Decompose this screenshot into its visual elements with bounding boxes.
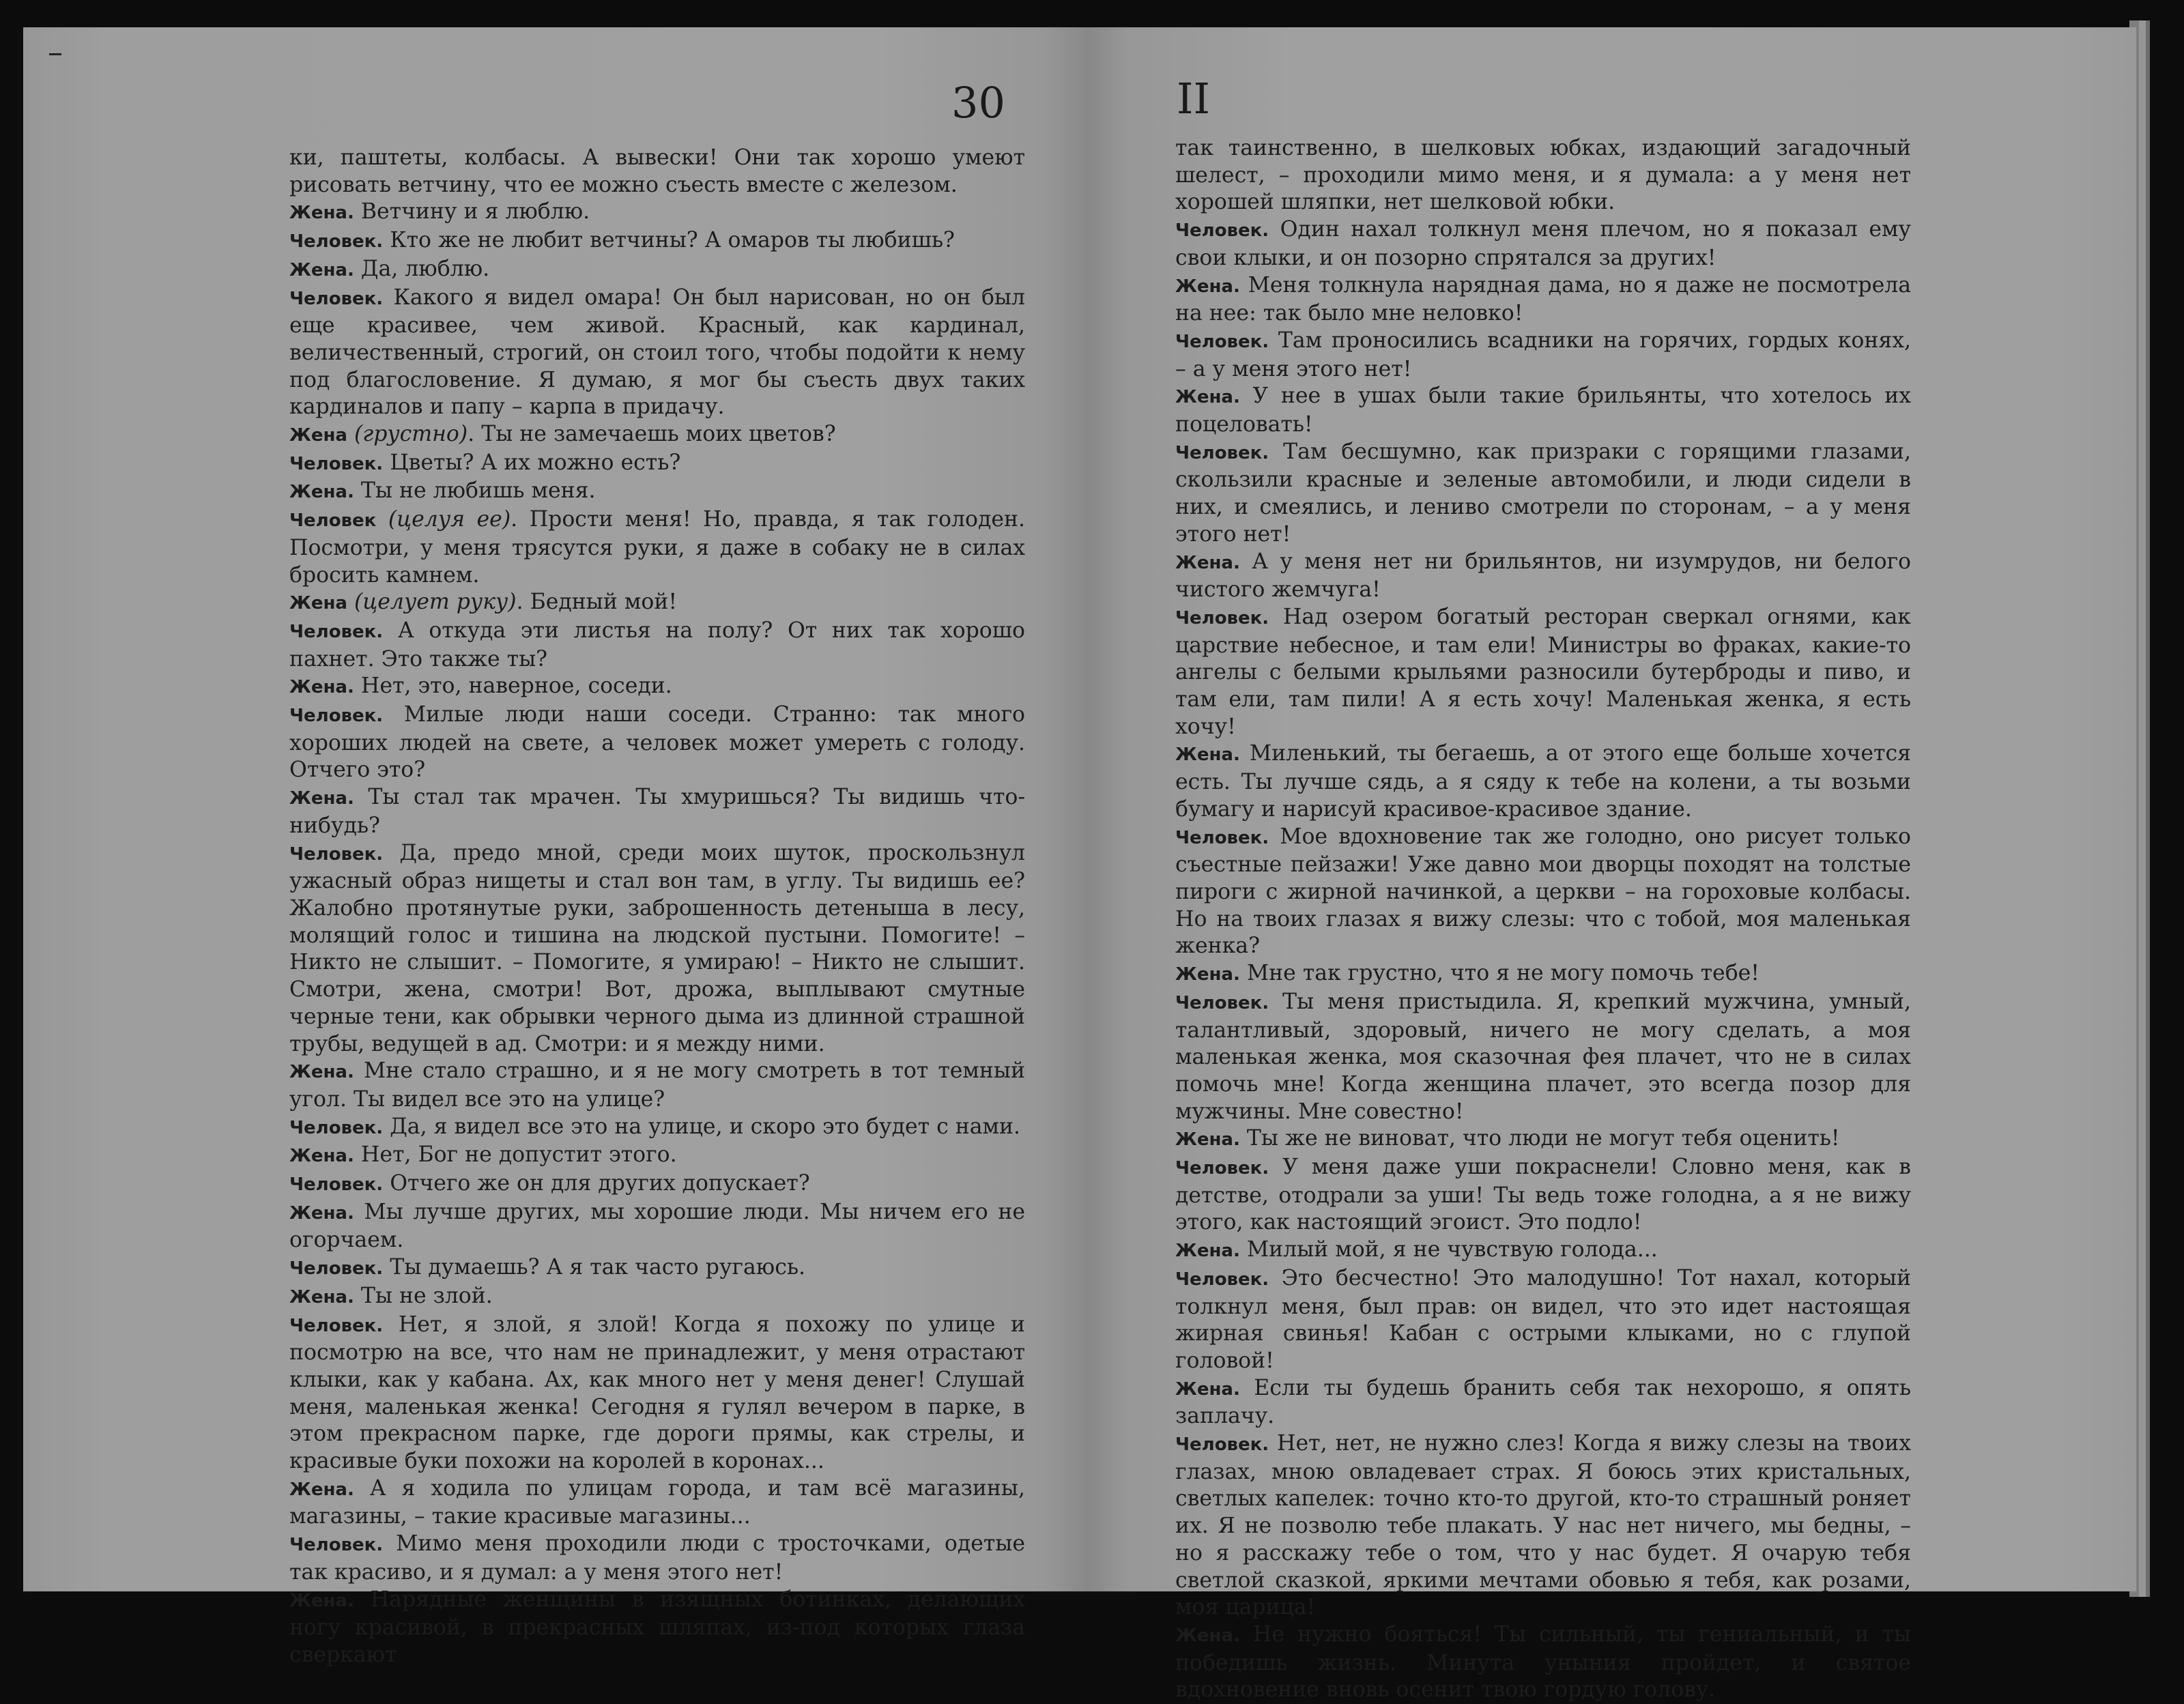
speaker-name: Жена. [1175, 1378, 1240, 1400]
dialogue-line [289, 784, 1025, 839]
line-text: Да, предо мной, среди моих шуток, проскользнул ужасный образ нищеты и стал вон там, в углу. Ты видишь ее? Жалобно протянутые руки, заброшенность детеныша в лесу, молящий голос и тишина на людской пустыни. Помогите! – Никто не слышит. – Помогите, я умираю! – Никто не слышит. Смотри, жена, смотри! Вот, дрожа, выплывают смутные черные тени, как обрывки черного дыма из длинной страшной трубы, ведущей в ад. Смотри: и я между ними. [289, 840, 1025, 1056]
dialogue-line [1175, 135, 1911, 216]
dialogue-line [1175, 1265, 1911, 1375]
speaker-name: Человек. [289, 706, 384, 727]
dialogue-line [289, 450, 1025, 478]
speaker-name: Жена. [289, 482, 354, 503]
right-page-text [1175, 135, 1911, 1704]
line-text: Мимо меня проходили люди с тросточками, одетые так красиво, и я думал: а у меня этого нет! [289, 1531, 1025, 1585]
speaker-name: Жена. [1175, 276, 1240, 297]
speaker-name: Человек. [289, 453, 384, 474]
dialogue-line [289, 145, 1025, 199]
dialogue-line [289, 199, 1025, 227]
dialogue-line [1175, 740, 1911, 823]
speaker-name: Человек. [289, 621, 384, 642]
speaker-name: Жена. [289, 788, 354, 809]
line-text: Ты не любишь меня. [360, 478, 596, 504]
line-text: Над озером богатый ресторан сверкал огнями, как царствие небесное, и там ели! Министры во фраках, какие-то ангелы с белыми крыльями разносили бутерброды и пиво, и там ели, там пили! А я есть хочу! Маленькая женка, я есть хочу! [1175, 604, 1911, 739]
dialogue-line [1175, 1375, 1911, 1430]
dialogue-line [289, 1531, 1025, 1586]
dialogue-line [289, 1058, 1025, 1113]
speaker-name: Человек. [289, 231, 384, 252]
speaker-name: Жена. [289, 1286, 354, 1308]
speaker-name: Человек. [289, 1315, 384, 1336]
speaker-name: Человек. [1175, 1269, 1269, 1290]
line-text: Ты меня пристыдила. Я, крепкий мужчина, умный, талантливый, здоровый, ничего не могу сделать, а моя маленькая женка, моя сказочная фея плачет, что не в силах помочь мне! Когда женщина плачет, это всегда позор для мужчины. Мне совестно! [1175, 989, 1911, 1124]
dialogue-line [1175, 1430, 1911, 1621]
dialogue-line [1175, 549, 1911, 604]
speaker-name: Человек. [289, 1117, 384, 1138]
speaker-name: Жена. [289, 1146, 354, 1167]
dialogue-line [1175, 439, 1911, 549]
line-text: Да, люблю. [360, 256, 490, 281]
dialogue-line [1175, 1621, 1911, 1704]
dialogue-line [289, 421, 1025, 450]
dialogue-line [289, 1475, 1025, 1531]
line-text: Милый мой, я не чувствую голода... [1246, 1237, 1658, 1262]
line-text: Миленький, ты бегаешь, а от этого еще больше хочется есть. Ты лучше сядь, а я сяду к тебе на колени, а ты возьми бумагу и нарисуй красивое-красивое здание. [1175, 741, 1911, 822]
speaker-name: Жена. [1175, 745, 1240, 766]
dialogue-line [1175, 1125, 1911, 1154]
speaker-name: Человек. [289, 1535, 384, 1556]
line-text: Цветы? А их можно есть? [390, 450, 681, 475]
line-text: Это бесчестно! Это малодушно! Тот нахал, который толкнул меня, был прав: он видел, что это идет настоящая жирная свинья! Кабан с острыми клыками, но с глупой головой! [1175, 1265, 1911, 1373]
dialogue-line [289, 506, 1025, 589]
line-text: Ты не злой. [360, 1283, 493, 1308]
line-text: Мы лучше других, мы хорошие люди. Мы ничем его не огорчаем. [289, 1199, 1025, 1253]
line-text: Отчего же он для других допускает? [390, 1171, 810, 1196]
speaker-name: Человек. [1175, 220, 1269, 242]
line-text: А у меня нет ни брильянтов, ни изумрудов, ни белого чистого жемчуга! [1175, 549, 1912, 603]
speaker-name: Жена. [289, 1479, 354, 1500]
line-text: У меня даже уши покраснели! Словно меня, как в детстве, отодрали за уши! Ты ведь тоже голодна, а я не вижу этого, как настоящий эгоист. Это подло! [1175, 1155, 1912, 1235]
dialogue-line [289, 702, 1025, 784]
dialogue-line [289, 256, 1025, 285]
right-page [1085, 27, 2136, 1703]
dialogue-line [1175, 824, 1911, 961]
line-text: Там проносились всадники на горячих, гордых конях, – а у меня этого нет! [1175, 328, 1911, 381]
dialogue-line [289, 1170, 1025, 1199]
line-text: Один нахал толкнул меня плечом, но я показал ему свои клыки, и он позорно спрятался за других! [1175, 217, 1911, 270]
page-number: 30 [951, 78, 1005, 128]
speaker-name: Жена. [289, 259, 354, 280]
line-text: Милые люди наши соседи. Странно: так много хороших людей на свете, а человек может умереть с голоду. Отчего это? [289, 702, 1025, 783]
line-text: Да, я видел все это на улице, и скоро это будет с нами. [390, 1114, 1021, 1139]
dialogue-line [289, 478, 1025, 506]
line-text: Кто же не любит ветчины? А омаров ты любишь? [390, 228, 955, 253]
line-text: Какого я видел омара! Он был нарисован, но он был еще красивее, чем живой. Красный, как кардинал, величественный, строгий, он стоил того, чтобы подойти к нему под благословение. Я думаю, я мог бы съесть двух таких кардиналов и папу – карпа в придачу. [289, 285, 1025, 420]
dialogue-line [289, 1312, 1025, 1475]
line-text: Нарядные женщины в изящных ботинках, делающих ногу красивой, в прекрасных шляпах, из-под которых глаза сверкают [289, 1587, 1026, 1667]
line-text: так таинственно, в шелковых юбках, издающий загадочный шелест, – проходили мимо меня, и я думала: а у меня нет хорошей шляпки, нет шелковой юбки. [1175, 136, 1911, 215]
line-text: А я ходила по улицам города, и там всё магазины, магазины, – такие красивые магазины... [289, 1475, 1025, 1529]
left-page [23, 27, 1085, 1667]
speaker-name: Жена [289, 593, 347, 614]
speaker-name: Жена. [289, 1590, 354, 1611]
speaker-name: Человек. [1175, 992, 1269, 1013]
dialogue-line [289, 673, 1025, 702]
dialogue-line [1175, 960, 1911, 989]
speaker-name: Человек. [1175, 827, 1269, 848]
dialogue-line [1175, 328, 1911, 383]
stage-direction: (целуя ее) [388, 507, 511, 532]
line-text: Меня толкнула нарядная дама, но я даже не посмотрела на нее: так было мне неловко! [1175, 272, 1911, 326]
dialogue-line [1175, 1154, 1911, 1237]
page-number: II [1177, 74, 1210, 124]
dialogue-line [1175, 216, 1911, 272]
line-text: ки, паштеты, колбасы. А вывески! Они так хорошо умеют рисовать ветчину, что ее можно съесть вместе с железом. [289, 145, 1025, 197]
line-text: Там бесшумно, как призраки с горящими глазами, скользили красные и зеленые автомобили, и люди сидели в них, и смеялись, и лениво смотрели по сторонам, – а у меня этого нет! [1175, 439, 1912, 547]
dialogue-line [1175, 272, 1911, 328]
dialogue-line [289, 1199, 1025, 1254]
left-page-text [289, 145, 1025, 1669]
line-text: Ты же не виноват, что люди не могут тебя оценить! [1246, 1126, 1840, 1151]
dialogue-line [1175, 383, 1911, 438]
dialogue-line [289, 227, 1025, 256]
line-text: Если ты будешь бранить себя так нехорошо, я опять заплачу. [1175, 1375, 1911, 1429]
speaker-name: Человек. [289, 1174, 384, 1196]
line-text: Нет, нет, не нужно слез! Когда я вижу слезы на твоих глазах, мною овладевает страх. Я боюсь этих кристальных, светлых капелек: точно кто-то другой, кто-то страшный роняет их. Я не позволю тебе плакать. У нас нет ничего, мы бедны, – но я расскажу тебе о том, что у нас будет. Я очарую тебя светлой сказкой, яркими мечтами обовью я тебя, как розами, моя царица! [1175, 1431, 1911, 1620]
dialogue-line [289, 1587, 1025, 1669]
stage-direction: (грустно) [354, 422, 468, 447]
dialogue-line [1175, 604, 1911, 741]
line-text: Мне стало страшно, и я не могу смотреть в тот темный угол. Ты видел все это на улице? [289, 1058, 1025, 1112]
line-text: Мое вдохновение так же голодно, оно рисует только съестные пейзажи! Уже давно мои дворцы походят на толстые пироги с жирной начинкой, а церкви – на гороховые колбасы. Но на твоих глазах я вижу слезы: что с тобой, моя маленькая женка? [1175, 824, 1911, 959]
dialogue-line [289, 1142, 1025, 1170]
dialogue-line [289, 840, 1025, 1058]
speaker-name: Жена. [1175, 1625, 1240, 1646]
line-text: А откуда эти листья на полу? От них так хорошо пахнет. Это также ты? [289, 618, 1025, 672]
speaker-name: Человек. [1175, 1158, 1269, 1179]
speaker-name: Жена. [1175, 387, 1240, 408]
dialogue-line [1175, 1237, 1911, 1265]
speaker-name: Человек [289, 510, 377, 532]
speaker-name: Человек. [1175, 1434, 1269, 1456]
dialogue-line [289, 1283, 1025, 1312]
dialogue-line [289, 589, 1025, 618]
speaker-name: Жена. [289, 1062, 354, 1083]
speaker-name: Человек. [289, 843, 384, 865]
line-text: Нет, это, наверное, соседи. [360, 674, 672, 699]
dialogue-line [289, 618, 1025, 673]
line-text: . Бедный мой! [516, 590, 677, 615]
speaker-name: Человек. [1175, 607, 1269, 629]
line-text: У нее в ушах были такие брильянты, что хотелось их поцеловать! [1175, 384, 1911, 437]
line-text: Нет, Бог не допустит этого. [360, 1142, 677, 1168]
speaker-name: Жена. [1175, 1241, 1240, 1262]
speaker-name: Человек. [289, 288, 384, 309]
line-text: Нет, я злой, я злой! Когда я похожу по улице и посмотрю на все, что нам не принадлежит, у меня отрастают клыки, как у кабана. Ах, как много нет у меня денег! Слушай меня, маленькая женка! Сегодня я гулял вечером в парке, в этом прекрасном парке, где дороги прямы, как стрелы, и красивые буки похожи на королей в коронах... [289, 1312, 1026, 1474]
line-text: Ты думаешь? А я так часто ругаюсь. [390, 1255, 805, 1280]
speaker-name: Жена. [1175, 1129, 1240, 1151]
dialogue-line [289, 285, 1025, 422]
speaker-name: Жена [289, 425, 347, 446]
line-text: Мне так грустно, что я не могу помочь тебе! [1246, 961, 1759, 986]
dialogue-line [289, 1114, 1025, 1142]
stage-direction: (целует руку) [354, 590, 517, 615]
line-text: . Прости меня! Но, правда, я так голоден. Посмотри, у меня трясутся руки, я даже в собаку не в силах бросить камнем. [289, 507, 1026, 588]
speaker-name: Человек. [1175, 331, 1269, 352]
speaker-name: Жена. [289, 1202, 354, 1224]
line-text: Ветчину и я люблю. [360, 199, 590, 225]
line-text: . Ты не замечаешь моих цветов? [468, 422, 836, 447]
crop-mark [49, 53, 61, 55]
speaker-name: Человек. [289, 1258, 384, 1280]
speaker-name: Жена. [289, 203, 354, 224]
speaker-name: Жена. [289, 677, 354, 698]
speaker-name: Жена. [1175, 964, 1240, 985]
line-text: Не нужно бояться! Ты сильный, ты гениальный, и ты победишь жизнь. Минута уныния пройдет, и святое вдохновение вновь осенит твою гордую голову. [1175, 1621, 1911, 1703]
speaker-name: Жена. [1175, 552, 1240, 573]
dialogue-line [1175, 989, 1911, 1126]
speaker-name: Человек. [1175, 442, 1269, 463]
dialogue-line [289, 1254, 1025, 1283]
line-text: Ты стал так мрачен. Ты хмуришься? Ты видишь что-нибудь? [289, 785, 1026, 838]
